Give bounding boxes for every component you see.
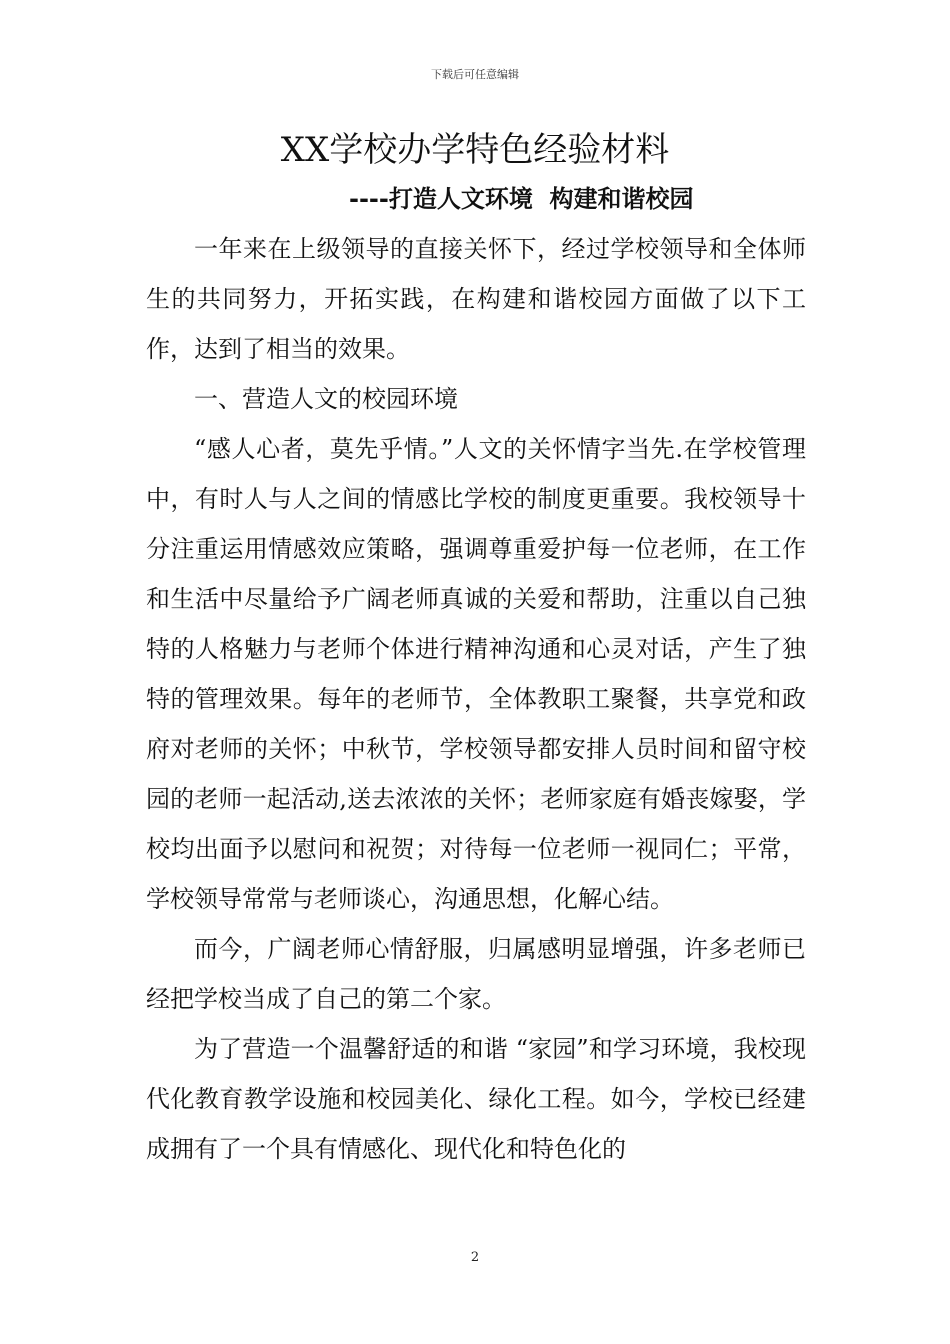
paragraph-intro: 一年来在上级领导的直接关怀下，经过学校领导和全体师生的共同努力，开拓实践，在构建和谐校园方面做了以下工作，达到了相当的效果。 <box>146 235 806 363</box>
page-title: XX学校办学特色经验材料 <box>280 130 670 170</box>
paragraph-result: 而今，广阔老师心情舒服，归属感明显增强，许多老师已经把学校当成了自己的第二个家。 <box>146 935 806 1013</box>
section-heading: 一、营造人文的校园环境 <box>194 385 458 413</box>
header-note: 下载后可任意编辑 <box>431 68 519 81</box>
body-text <box>146 224 806 1174</box>
paragraph-environment: 为了营造一个温馨舒适的和谐 “家园”和学习环境，我校现代化教育教学设施和校园美化、绿化工程。如今，学校已经建成拥有了一个具有情感化、现代化和特色化的 <box>146 1035 806 1163</box>
page-number: 2 <box>470 1250 480 1265</box>
paragraph-care: “感人心者，莫先乎情。”人文的关怀情字当先.在学校管理中，有时人与人之间的情感比学校的制度更重要。我校领导十分注重运用情感效应策略，强调尊重爱护每一位老师，在工作和生活中尽量给予广阔老师真诚的关爱和帮助，注重以自己独特的人格魅力与老师个体进行精神沟通和心灵对话，产生了独特的管理效果。每年的老师节，全体教职工聚餐，共享党和政府对老师的关怀；中秋节，学校领导都安排人员时间和留守校园的老师一起活动,送去浓浓的关怀；老师家庭有婚丧嫁娶，学校均出面予以慰问和祝贺；对待每一位老师一视同仁；平常，学校领导常常与老师谈心，沟通思想，化解心结。 <box>146 435 806 913</box>
page-subtitle: ----打造人文环境 构建和谐校园 <box>349 185 694 213</box>
